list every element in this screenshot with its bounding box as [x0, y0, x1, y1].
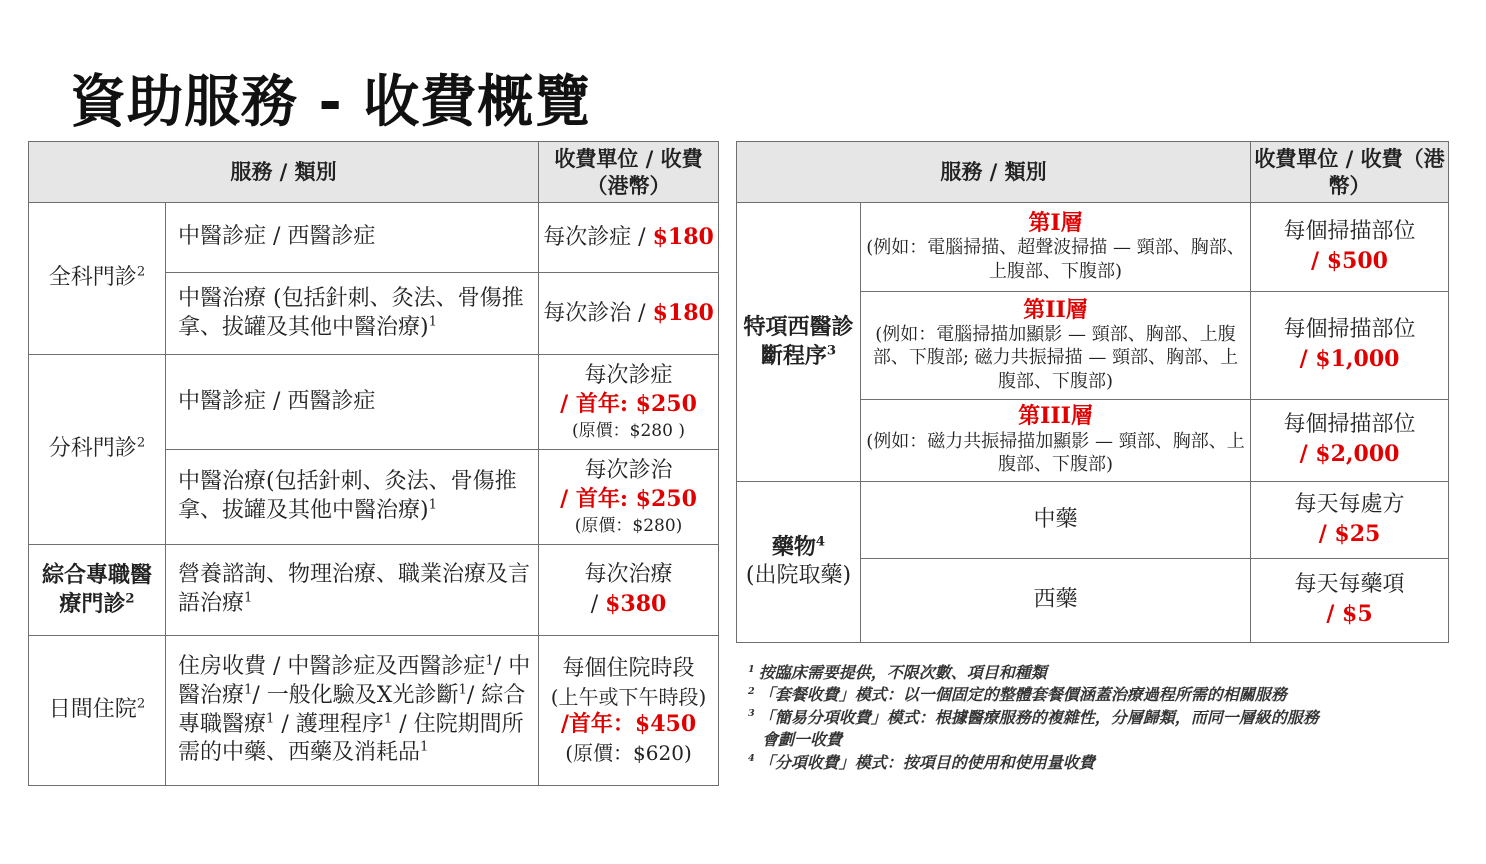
service-cell: 中醫治療(包括針刺、灸法、骨傷推拿、拔罐及其他中醫治療)$^1$	[166, 450, 539, 545]
fee-cell: 每個掃描部位 / $2,000	[1251, 400, 1449, 482]
fee-cell: 每次治療 / $380	[539, 545, 719, 636]
service-cell: 中醫診症 / 西醫診症	[166, 203, 539, 273]
fee-cell: 每次診症 / $180	[539, 203, 719, 273]
category-diagnostic: 特項西醫診斷程序$^3$	[737, 203, 861, 482]
service-cell: 中醫治療 (包括針刺、灸法、骨傷推拿、拔罐及其他中醫治療)$^1$	[166, 273, 539, 355]
table-row	[29, 545, 719, 636]
footnotes	[748, 662, 1328, 774]
table-row	[737, 203, 1449, 292]
footnote: $^3$ 「簡易分項收費」模式：根據醫療服務的複雜性，分層歸類，而同一層級的服務會劃一收費	[748, 707, 1319, 750]
fee-cell: 每次診症 / 首年: $250 (原價：$280 )	[539, 355, 719, 450]
tier-name: 第I層	[1028, 209, 1083, 236]
service-cell: 住房收費 / 中醫診症及西醫診症$^1$/ 中醫治療$^1$/ 一般化驗及X光診斷$^1$/ 綜合專職醫療$^1$ / 護理程序$^1$ / 住院期間所需的中藥、西藥及消耗品$^1$	[166, 636, 539, 786]
service-cell: 營養諮詢、物理治療、職業治療及言語治療$^1$	[166, 545, 539, 636]
fee-cell: 每次診治 / 首年: $250 (原價：$280)	[539, 450, 719, 545]
fee-cell: 每個掃描部位 / $500	[1251, 203, 1449, 292]
header-service: 服務 / 類別	[737, 142, 1251, 203]
fee-cell: 每個掃描部位 / $1,000	[1251, 292, 1449, 400]
fee-cell: 每個住院時段 (上午或下午時段) /首年：$450 (原價：$620)	[539, 636, 719, 786]
service-cell: 中醫診症 / 西醫診症	[166, 355, 539, 450]
service-cell: 西藥	[861, 559, 1251, 643]
category-integrated-allied: 綜合專職醫療門診$^2$	[29, 545, 166, 636]
tier-example: (例如：電腦掃描加顯影 — 頸部、胸部、上腹部、下腹部; 磁力共振掃描 — 頸部、胸部、上腹部、下腹部)	[872, 324, 1239, 392]
category-gp: 全科門診$^2$	[29, 203, 166, 355]
fee-cell: 每次診治 / $180	[539, 273, 719, 355]
header-fee: 收費單位 / 收費（港幣）	[1251, 142, 1449, 203]
header-service: 服務 / 類別	[29, 142, 539, 203]
fee-cell: 每天每處方 / $25	[1251, 482, 1449, 559]
category-day-hospital: 日間住院$^2$	[29, 636, 166, 786]
tier-name: 第II層	[1023, 296, 1088, 323]
left-fee-table	[28, 141, 719, 786]
category-specialist: 分科門診$^2$	[29, 355, 166, 545]
page-title: 資助服務 - 收費概覽	[70, 70, 592, 135]
footnote: $^4$ 「分項收費」模式：按項目的使用和使用量收費	[748, 752, 1095, 772]
table-row	[737, 482, 1449, 559]
footnote: $^2$ 「套餐收費」模式：以一個固定的整體套餐價涵蓋治療過程所需的相關服務	[748, 685, 1287, 705]
right-fee-table	[736, 141, 1449, 643]
tier-example: (例如：電腦掃描、超聲波掃描 — 頸部、胸部、上腹部、下腹部)	[866, 237, 1245, 282]
fee-cell: 每天每藥項 / $5	[1251, 559, 1449, 643]
tier-cell	[861, 400, 1251, 482]
tier-cell	[861, 292, 1251, 400]
tier-name: 第III層	[1018, 403, 1093, 430]
header-fee: 收費單位 / 收費（港幣）	[539, 142, 719, 203]
table-row	[29, 355, 719, 450]
table-row	[29, 636, 719, 786]
category-medication: 藥物$^4$ (出院取藥)	[737, 482, 861, 643]
tier-example: (例如：磁力共振掃描加顯影 — 頸部、胸部、上腹部、下腹部)	[866, 430, 1245, 476]
footnote: $^1$ 按臨床需要提供，不限次數、項目和種類	[748, 663, 1047, 682]
table-row	[29, 203, 719, 273]
tier-cell	[861, 203, 1251, 292]
service-cell: 中藥	[861, 482, 1251, 559]
